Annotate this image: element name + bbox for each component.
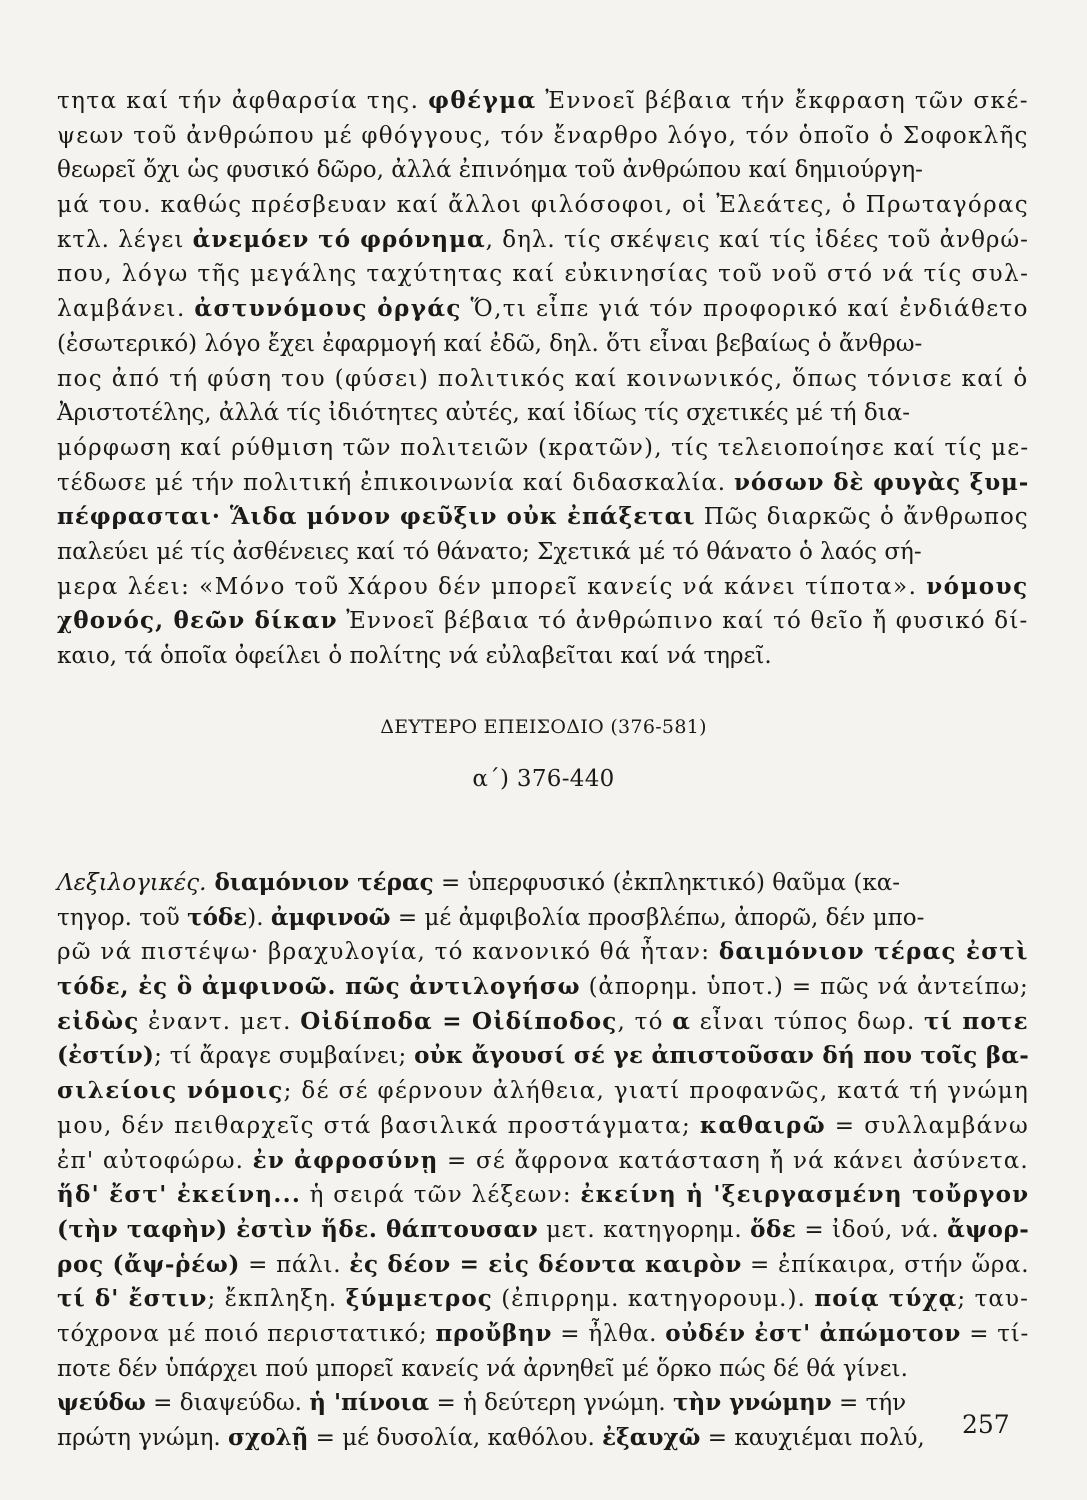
text-run: = ἰδού, νά. [796, 1216, 948, 1243]
bold-lemma: νόσων δὲ φυγὰς ξυμ- [734, 468, 1030, 496]
section-heading: α΄) 376-440 [472, 766, 615, 792]
bold-lemma: (τὴν ταφὴν) ἐστὶν ἥδε. θάπτουσαν [57, 1215, 539, 1243]
text-line [57, 327, 1029, 362]
bold-lemma: τί δ' ἔστιν [57, 1285, 208, 1313]
text-run: τητα καί τήν ἀφθαρσία της. [57, 88, 429, 114]
text-line [57, 1144, 1029, 1179]
text-line [57, 570, 1029, 605]
bold-lemma: προὔβην [435, 1319, 553, 1347]
text-line [57, 970, 1029, 1005]
text-run: = ἐπίκαιρα, στήν ὥρα. [742, 1251, 1030, 1278]
text-run: Ἀριστοτέλης, ἀλλά τίς ἰδιότητες αὐτές, καί ἰδίως τίς σχετικές μέ τή δια- [57, 400, 911, 427]
paragraph-vocabulary [57, 866, 1029, 1456]
text-run: (ἐπιρρημ. κατηγορουμ.). [492, 1286, 815, 1313]
text-run: = διαψεύδω. [145, 1390, 310, 1417]
bold-lemma: νόμους [926, 572, 1029, 600]
text-line [57, 1178, 1029, 1213]
bold-lemma: τί ποτε [924, 1007, 1029, 1035]
text-run: Ἐννοεῖ βέβαια τήν ἔκφραση τῶν σκέ- [536, 88, 1029, 114]
text-run: Ἐννοεῖ βέβαια τό ἀνθρώπινο καί τό θεῖο ἤ φυσικό δί- [337, 608, 1029, 635]
text-run: = μέ ἀμφιβολία προσβλέπω, ἀπορῶ, δέν μπο- [390, 904, 925, 931]
text-line [57, 535, 1029, 570]
text-line [57, 188, 1029, 223]
bold-lemma: ἐξαυχῶ [602, 1424, 701, 1451]
bold-lemma: ποίᾳ τύχᾳ [814, 1285, 958, 1313]
text-run: εἶναι τύπος δωρ. [691, 1008, 925, 1035]
bold-lemma: σιλείοις νόμοις [57, 1077, 284, 1105]
bold-lemma: τόδε [187, 903, 248, 931]
text-line [57, 431, 1029, 466]
text-run: Πῶς διαρκῶς ὁ ἄνθρωπος [695, 504, 1029, 531]
text-line [57, 1282, 1029, 1317]
text-run: = πάλι. [240, 1251, 350, 1278]
bold-lemma: ψεύδω [57, 1389, 146, 1417]
text-line [57, 1352, 1029, 1387]
text-run: ). [247, 904, 271, 931]
text-line [57, 1109, 1029, 1144]
text-run: , δηλ. τίς σκέψεις καί τίς ἰδέες τοῦ ἀνθρώ- [485, 226, 1029, 253]
text-run: = συλλαμβάνω [826, 1112, 1030, 1139]
bold-lemma: ξύμμετρος [345, 1285, 493, 1313]
text-run: Ὅ,τι εἶπε γιά τόν προφορικό καί ἐνδιάθετο [461, 296, 1029, 323]
bold-lemma: πέφρασται· Ἅιδα μόνον φεῦξιν οὐκ ἐπάξεται [57, 503, 696, 531]
text-line [57, 639, 1029, 674]
text-run: μερα λέει: «Μόνο τοῦ Χάρου δέν μπορεῖ κανείς νά κάνει τίποτα». [57, 573, 927, 600]
text-run: = ἦλθα. [552, 1320, 666, 1347]
text-line [57, 1005, 1029, 1040]
text-run: ποτε δέν ὑπάρχει πού μπορεῖ κανείς νά ἀρνηθεῖ μέ ὅρκο πώς δέ θά γίνει. [57, 1355, 908, 1382]
bold-lemma: ἀστυνόμους ὀργάς [194, 295, 462, 323]
italic-label: Λεξιλογικές. [57, 870, 207, 896]
text-run: καιο, τά ὁποῖα ὀφείλει ὁ πολίτης νά εὐλαβεῖται καί νά τηρεῖ. [57, 643, 772, 669]
text-line [57, 466, 1029, 501]
text-run: που, λόγω τῆς μεγάλης ταχύτητας καί εὐκινησίας τοῦ νοῦ στό νά τίς συλ- [57, 261, 1030, 288]
text-line [57, 292, 1029, 327]
text-run: μου, δέν πειθαρχεῖς στά βασιλικά προστάγματα; [57, 1112, 700, 1139]
text-line [57, 1421, 1029, 1456]
page-number: 257 [962, 1410, 1010, 1439]
text-run: λαμβάνει. [57, 296, 195, 323]
bold-lemma: καθαιρῶ [699, 1111, 827, 1139]
text-run: ; τί ἄραγε συμβαίνει; [154, 1043, 415, 1070]
text-line [57, 362, 1029, 397]
text-run: πος ἀπό τή φύση του (φύσει) πολιτικός καί κοινωνικός, ὅπως τόνισε καί ὁ [57, 365, 1029, 392]
text-run: , τό [617, 1008, 673, 1035]
text-line [57, 935, 1029, 970]
bold-lemma: διαμόνιον τέρας [206, 869, 434, 896]
text-run: ; δέ σέ φέρνουν ἀλήθεια, γιατί προφανῶς, κατά τή γνώμη [283, 1078, 1030, 1105]
text-run: κτλ. λέγει [57, 226, 193, 253]
text-run: ἡ σειρά τῶν λέξεων: [301, 1182, 581, 1209]
bold-lemma: Οἰδίποδα = Οἰδίποδος [300, 1007, 618, 1035]
text-run: τόχρονα μέ ποιό περιστατικό; [57, 1320, 436, 1347]
text-run: = ἡ δεύτερη γνώμη. [429, 1390, 673, 1417]
bold-lemma: (ἐστίν) [57, 1042, 155, 1070]
bold-lemma: ἐν ἀφροσύνῃ [252, 1146, 439, 1174]
text-line [57, 1074, 1029, 1109]
bold-lemma: οὐδέν ἐστ' ἀπώμοτον [665, 1319, 962, 1347]
text-run: θεωρεῖ ὄχι ὡς φυσικό δῶρο, ἀλλά ἐπινόημα τοῦ ἀνθρώπου καί δημιούργη- [57, 157, 923, 184]
text-run: μά του. καθώς πρέσβευαν καί ἄλλοι φιλόσοφοι, οἱ Ἐλεάτες, ὁ Πρωταγόρας [57, 192, 1029, 219]
text-run: ψεων τοῦ ἀνθρώπου μέ φθόγγους, τόν ἔναρθρο λόγο, τόν ὁποῖο ὁ Σοφοκλῆς [57, 122, 1029, 149]
bold-lemma: τὴν γνώμην [673, 1389, 832, 1417]
text-run: = σέ ἄφρονα κατάσταση ἤ νά κάνει ἀσύνετα. [438, 1147, 1029, 1174]
text-run: τέδωσε μέ τήν πολιτική ἐπικοινωνία καί διδασκαλία. [57, 469, 735, 496]
text-line [57, 500, 1029, 535]
bold-lemma: δαιμόνιον τέρας ἐστὶ [718, 938, 1029, 966]
text-line [57, 901, 1029, 936]
episode-heading: ΔΕΥΤΕΡΟ ΕΠΕΙΣΟΔΙΟ (376-581) [380, 716, 707, 738]
bold-lemma: φθέγμα [428, 87, 537, 114]
text-run: (ἀπορημ. ὑποτ.) = πῶς νά ἀντείπω; [580, 974, 1029, 1001]
text-line [57, 84, 1029, 119]
text-run: ἐπ' αὐτοφώρω. [57, 1147, 253, 1174]
text-line [57, 1213, 1029, 1248]
bold-lemma: οὐκ ἄγουσί σέ γε ἀπιστοῦσαν δή που τοῖς βα- [414, 1042, 1030, 1070]
text-run: ἐναντ. μετ. [139, 1008, 301, 1035]
text-line [57, 604, 1029, 639]
text-run: = καυχιέμαι πολύ, [700, 1425, 925, 1451]
text-run: = τί- [961, 1320, 1030, 1347]
text-line [57, 257, 1029, 292]
bold-lemma: ἀμφινοῶ [270, 903, 391, 931]
text-line [57, 1248, 1029, 1283]
text-run: παλεύει μέ τίς ἀσθένειες καί τό θάνατο; Σχετικά μέ τό θάνατο ὁ λαός σή- [57, 538, 922, 565]
text-run: τηγορ. τοῦ [57, 904, 188, 931]
bold-lemma: τόδε, ἐς ὃ ἀμφινοῶ. πῶς ἀντιλογήσω [57, 973, 581, 1001]
bold-lemma: χθονός, θεῶν δίκαν [57, 607, 338, 635]
text-run: = τήν [831, 1390, 907, 1417]
text-run: ; ταυ- [957, 1286, 1029, 1313]
text-line [57, 119, 1029, 154]
bold-lemma: εἰδὼς [57, 1007, 140, 1035]
text-run: ; ἔκπληξη. [207, 1286, 346, 1313]
text-line [57, 396, 1029, 431]
text-run: = μέ δυσολία, καθόλου. [308, 1425, 603, 1451]
bold-lemma: ὅδε [750, 1215, 797, 1243]
text-run: πρώτη γνώμη. [57, 1425, 229, 1451]
bold-lemma: ἡ 'πίνοια [309, 1389, 430, 1417]
bold-lemma: ἀνεμόεν τό φρόνημα [192, 225, 486, 253]
bold-lemma: ἐς δέον = εἰς δέοντα καιρὸν [349, 1250, 743, 1278]
bold-lemma: ρος (ἄψ-ῥέω) [57, 1250, 241, 1278]
text-run: ρῶ νά πιστέψω· βραχυλογία, τό κανονικό θά ἦταν: [57, 939, 719, 966]
bold-lemma: σχολῇ [228, 1424, 309, 1451]
text-line [57, 1386, 1029, 1421]
text-line [57, 1039, 1029, 1074]
text-line [57, 153, 1029, 188]
text-line [57, 866, 1029, 901]
text-run: μόρφωση καί ρύθμιση τῶν πολιτειῶν (κρατῶν), τίς τελειοποίησε καί τίς με- [57, 434, 1030, 461]
bold-lemma: ἄψορ- [947, 1215, 1030, 1243]
bold-lemma: ἐκείνη ἡ 'ξειργασμένη τοὔργον [580, 1181, 1030, 1209]
text-run: (ἐσωτερικό) λόγο ἔχει ἐφαρμογή καί ἐδῶ, δηλ. ὅτι εἶναι βεβαίως ὁ ἄνθρω- [57, 330, 923, 357]
bold-lemma: α [672, 1007, 692, 1035]
text-line [57, 1317, 1029, 1352]
text-run: μετ. κατηγορημ. [538, 1216, 751, 1243]
bold-lemma: ἥδ' ἔστ' ἐκείνη... [57, 1181, 302, 1209]
paragraph-commentary [57, 84, 1029, 674]
text-run: = ὑπερφυσικό (ἐκπληκτικό) θαῦμα (κα- [433, 870, 901, 896]
text-line [57, 223, 1029, 258]
